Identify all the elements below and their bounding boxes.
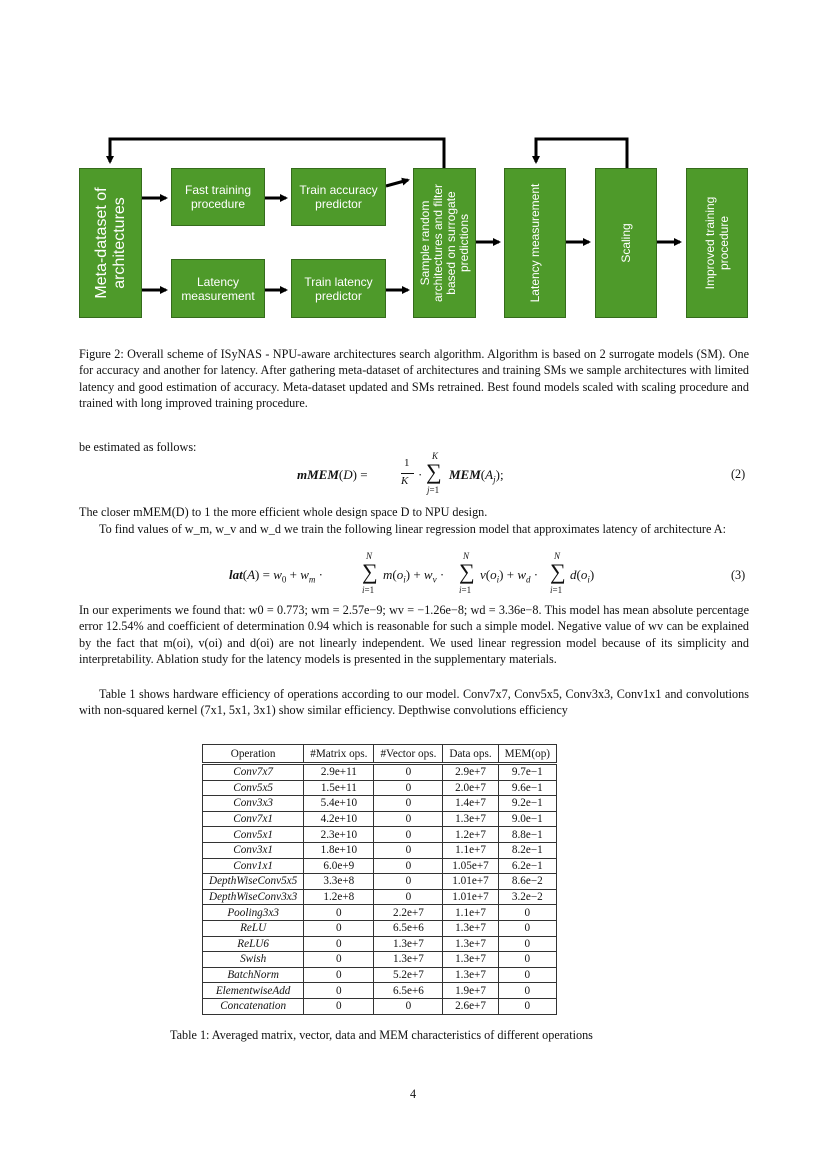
table-cell: 1.3e+7 xyxy=(443,952,498,968)
table-cell: Conv3x1 xyxy=(203,842,304,858)
table-cell: 1.8e+10 xyxy=(304,842,374,858)
table-cell: 4.2e+10 xyxy=(304,811,374,827)
table-cell: 1.3e+7 xyxy=(443,967,498,983)
table-cell: 0 xyxy=(374,998,443,1014)
table-cell: 0 xyxy=(498,936,556,952)
table-cell: 0 xyxy=(304,920,374,936)
table-cell: 1.3e+7 xyxy=(443,936,498,952)
table-cell: 5.4e+10 xyxy=(304,796,374,812)
figure-caption: Figure 2: Overall scheme of ISyNAS - NPU-aware architectures search algorithm. Algorithm is based on 2 surrogate models (SM). One for accuracy and another for latency. After gathering meta-dataset of architectures and training SMs we sample architectures with limited latency and good estimation of accuracy. Meta-dataset updated and SMs retrained. Best found models scaled with scaling procedure and trained with long improved training procedure. xyxy=(79,347,749,411)
table-cell: 1.1e+7 xyxy=(443,905,498,921)
box-latency-measurement-left: Latency measurement xyxy=(171,259,265,318)
closer-sentence: The closer mMEM(D) to 1 the more efficient whole design space D to NPU design. xyxy=(79,505,488,519)
box-meta-dataset: Meta-dataset of architectures xyxy=(79,168,142,318)
table-cell: 3.3e+8 xyxy=(304,874,374,890)
table-cell: 0 xyxy=(498,952,556,968)
table-cell: BatchNorm xyxy=(203,967,304,983)
table-cell: 1.3e+7 xyxy=(443,811,498,827)
box-sample-random: Sample random architectures and filter based on surrogate predictions xyxy=(413,168,476,318)
box-scaling: Scaling xyxy=(595,168,657,318)
table-row xyxy=(203,983,557,999)
page-number: 4 xyxy=(410,1087,417,1101)
table-row xyxy=(203,858,557,874)
to-find-paragraph: To find values of w_m, w_v and w_d we train the following linear regression model that approximates latency of architecture A: xyxy=(99,522,726,536)
table-cell: Conv7x1 xyxy=(203,811,304,827)
table-cell: 2.0e+7 xyxy=(443,780,498,796)
table-header-cell: #Matrix ops. xyxy=(304,745,374,764)
table-cell: 0 xyxy=(374,858,443,874)
table-cell: Conv3x3 xyxy=(203,796,304,812)
table-cell: Pooling3x3 xyxy=(203,905,304,921)
table-cell: 8.8e−1 xyxy=(498,827,556,843)
table-caption: Table 1: Averaged matrix, vector, data and MEM characteristics of different operations xyxy=(170,1028,593,1042)
table-row xyxy=(203,967,557,983)
table-header-cell: #Vector ops. xyxy=(374,745,443,764)
table-cell: 2.9e+11 xyxy=(304,764,374,781)
table-cell: 0 xyxy=(498,967,556,983)
table-cell: 0 xyxy=(304,952,374,968)
table-row xyxy=(203,920,557,936)
table-cell: ElementwiseAdd xyxy=(203,983,304,999)
table-1 xyxy=(202,744,557,1015)
equation-3-number: (3) xyxy=(731,568,746,582)
table-cell: 0 xyxy=(374,764,443,781)
arrow-trainacc-to-sample xyxy=(386,180,408,186)
table-cell: 0 xyxy=(304,905,374,921)
equation-2: mMEM(D) = 1 K · K ∑ j=1 $MEM(A_j)$; xyxy=(297,451,504,495)
table-cell: 0 xyxy=(374,889,443,905)
box-latency-measurement-right: Latency measurement xyxy=(504,168,566,318)
table-cell: 3.2e−2 xyxy=(498,889,556,905)
box-train-accuracy: Train accuracy predictor xyxy=(291,168,386,226)
equation-2-number: (2) xyxy=(731,467,746,481)
experiments-paragraph: In our experiments we found that: w0 = 0.773; wm = 2.57e−9; wv = −1.26e−8; wd = 3.36e−8. This model has mean absolute percentage error 12.54% and coefficient of determination 0.94 which is reasonable for such a simple model. Negative value of wv can be explained by the fact that m(oi), v(oi) and d(oi) are not linearly independent. We used linear regression model because of its simplicity and interpretability. Ablation study for the latency models is presented in the supplementary materials. xyxy=(79,603,749,667)
table-cell: 1.1e+7 xyxy=(443,842,498,858)
figure-2-diagram xyxy=(0,0,827,330)
table-row xyxy=(203,952,557,968)
table-row xyxy=(203,874,557,890)
table-cell: 0 xyxy=(304,983,374,999)
table-cell: 9.2e−1 xyxy=(498,796,556,812)
table-row xyxy=(203,780,557,796)
table-cell: 0 xyxy=(498,920,556,936)
table-cell: Conv7x7 xyxy=(203,764,304,781)
table-cell: 0 xyxy=(304,967,374,983)
table-cell: ReLU xyxy=(203,920,304,936)
table-cell: 1.01e+7 xyxy=(443,889,498,905)
table-cell: 0 xyxy=(304,998,374,1014)
table-cell: 6.5e+6 xyxy=(374,920,443,936)
table-row xyxy=(203,936,557,952)
table-cell: 6.0e+9 xyxy=(304,858,374,874)
table-cell: 1.5e+11 xyxy=(304,780,374,796)
table-cell: DepthWiseConv3x3 xyxy=(203,889,304,905)
table-cell: 2.9e+7 xyxy=(443,764,498,781)
table-cell: 9.7e−1 xyxy=(498,764,556,781)
table-cell: 8.6e−2 xyxy=(498,874,556,890)
feedback-arrow-right xyxy=(536,139,627,168)
table-cell: Swish xyxy=(203,952,304,968)
table-intro-paragraph: Table 1 shows hardware efficiency of operations according to our model. Conv7x7, Conv5x5, Conv3x3, Conv1x1 and convolutions with non-squared kernel (7x1, 5x1, 3x1) show similar efficiency. Depthwise convolutions efficiency xyxy=(79,687,749,718)
table-row xyxy=(203,905,557,921)
table-cell: 8.2e−1 xyxy=(498,842,556,858)
box-improved-training: Improved training procedure xyxy=(686,168,748,318)
table-cell: 0 xyxy=(374,874,443,890)
table-row xyxy=(203,998,557,1014)
table-cell: 9.6e−1 xyxy=(498,780,556,796)
table-cell: 1.4e+7 xyxy=(443,796,498,812)
table-cell: 1.3e+7 xyxy=(443,920,498,936)
table-cell: 1.05e+7 xyxy=(443,858,498,874)
table-cell: Conv5x5 xyxy=(203,780,304,796)
table-header-cell: Data ops. xyxy=(443,745,498,764)
table-cell: 0 xyxy=(498,983,556,999)
table-cell: 1.2e+8 xyxy=(304,889,374,905)
table-header-row xyxy=(203,745,557,764)
table-cell: Concatenation xyxy=(203,998,304,1014)
table-cell: ReLU6 xyxy=(203,936,304,952)
table-cell: 1.9e+7 xyxy=(443,983,498,999)
table-cell: 0 xyxy=(374,780,443,796)
table-cell: DepthWiseConv5x5 xyxy=(203,874,304,890)
table-cell: 0 xyxy=(498,905,556,921)
table-cell: 2.6e+7 xyxy=(443,998,498,1014)
table-cell: 9.0e−1 xyxy=(498,811,556,827)
table-cell: 1.3e+7 xyxy=(374,936,443,952)
table-cell: 6.2e−1 xyxy=(498,858,556,874)
table-cell: 5.2e+7 xyxy=(374,967,443,983)
table-cell: 0 xyxy=(498,998,556,1014)
table-cell: 2.2e+7 xyxy=(374,905,443,921)
table-cell: 2.3e+10 xyxy=(304,827,374,843)
table-cell: 0 xyxy=(374,842,443,858)
table-row xyxy=(203,889,557,905)
table-cell: 0 xyxy=(304,936,374,952)
table-cell: 1.01e+7 xyxy=(443,874,498,890)
table-cell: 0 xyxy=(374,811,443,827)
table-row xyxy=(203,764,557,781)
table-header-cell: Operation xyxy=(203,745,304,764)
equation-3: $lat(A) = w_0 + w_m$ · N ∑ i=1 $m(o_i) + w_v$ · N ∑ i=1 $v(o_i) + w_d$ · N ∑ i=1 $d(o_i)$ xyxy=(229,551,595,595)
table-cell: 1.2e+7 xyxy=(443,827,498,843)
table-row xyxy=(203,811,557,827)
table-cell: Conv1x1 xyxy=(203,858,304,874)
table-row xyxy=(203,827,557,843)
box-train-latency: Train latency predictor xyxy=(291,259,386,318)
table-cell: 6.5e+6 xyxy=(374,983,443,999)
table-cell: Conv5x1 xyxy=(203,827,304,843)
table-cell: 1.3e+7 xyxy=(374,952,443,968)
box-fast-training: Fast training procedure xyxy=(171,168,265,226)
table-header-cell: MEM(op) xyxy=(498,745,556,764)
table-cell: 0 xyxy=(374,827,443,843)
intro-text: be estimated as follows: xyxy=(79,440,197,454)
table-cell: 0 xyxy=(374,796,443,812)
feedback-arrow-left xyxy=(110,139,444,168)
table-row xyxy=(203,842,557,858)
table-row xyxy=(203,796,557,812)
